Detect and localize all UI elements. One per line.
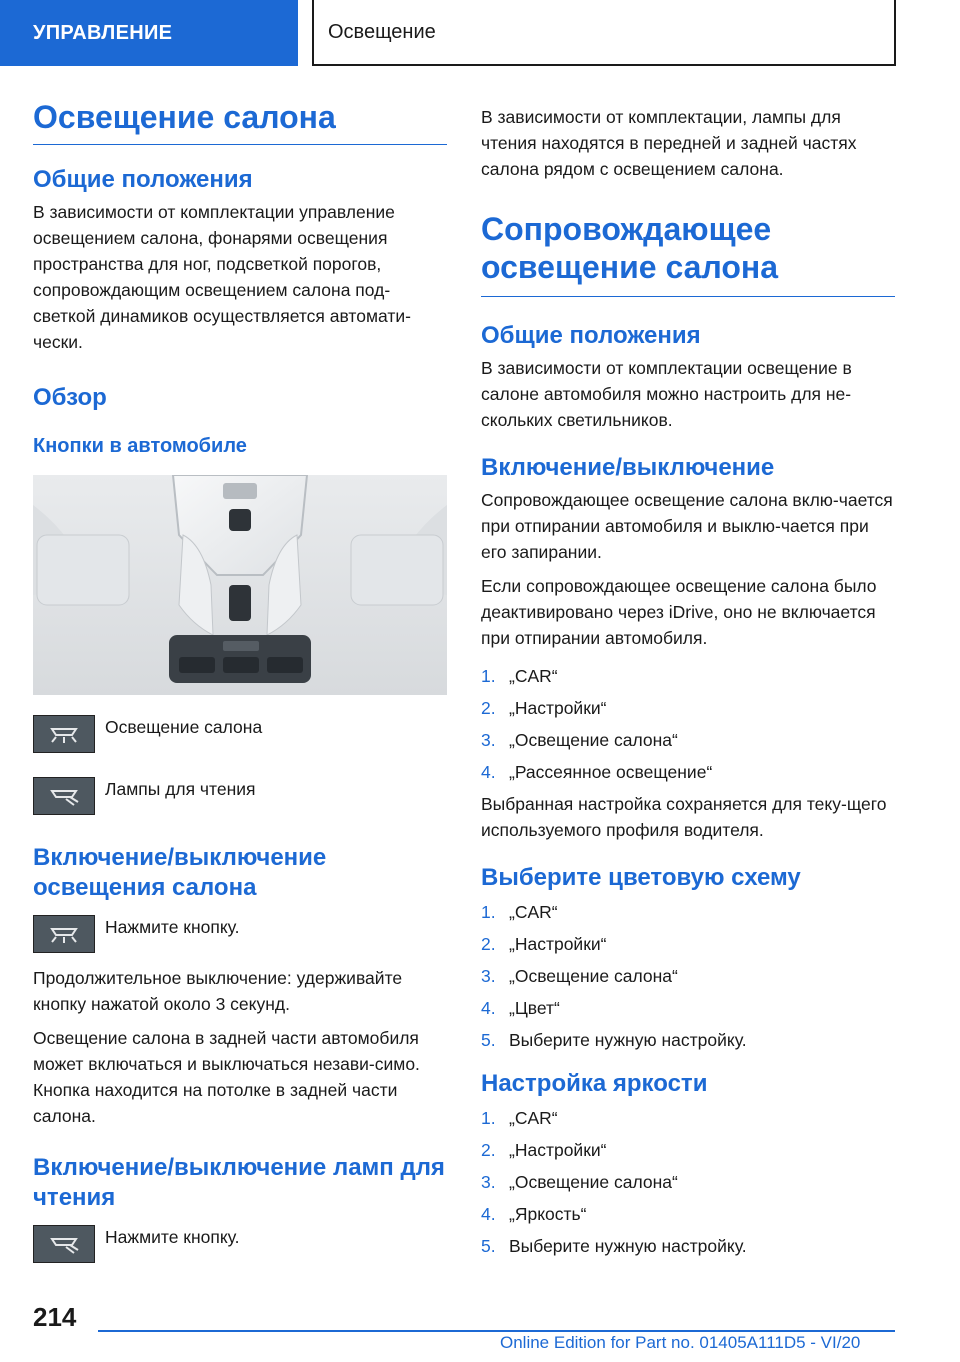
chapter-tab: УПРАВЛЕНИЕ bbox=[0, 0, 298, 66]
list-item: 5. Выберите нужную настройку. bbox=[481, 1236, 747, 1256]
footer-divider bbox=[98, 1330, 895, 1332]
steps-color bbox=[481, 899, 895, 1053]
icon-row-interior-light bbox=[33, 715, 447, 753]
list-item: 1. „CAR“ bbox=[481, 666, 558, 686]
brightness-heading: Настройка яркости bbox=[481, 1070, 708, 1097]
reading-action-row bbox=[33, 1225, 447, 1263]
steps-brightness bbox=[481, 1105, 895, 1259]
escort-onoff-p1: Сопровождающее освещение салона вклю-чается при отпирании автомобиля и выклю-чается при его запирании. bbox=[481, 490, 893, 562]
list-item: 2. „Настройки“ bbox=[481, 934, 607, 954]
onoff-action-row bbox=[33, 915, 447, 953]
escort-general-heading: Общие положения bbox=[481, 322, 701, 349]
list-item: 4. „Яркость“ bbox=[481, 1204, 587, 1224]
page-number: 214 bbox=[33, 1302, 77, 1332]
reading-light-icon bbox=[33, 777, 95, 815]
list-item: 1. „CAR“ bbox=[481, 902, 558, 922]
reading-action-text: Нажмите кнопку. bbox=[105, 1227, 240, 1247]
left-column bbox=[33, 98, 447, 1263]
reading-light-label: Лампы для чтения bbox=[105, 779, 256, 799]
list-item: 3. „Освещение салона“ bbox=[481, 966, 678, 986]
escort-onoff-p2: Если сопровождающее освещение салона было деактивировано через iDrive, оно не включается при отпирании автомобиля. bbox=[481, 576, 877, 648]
page-title: Освещение салона bbox=[33, 98, 447, 145]
buttons-heading: Кнопки в автомобиле bbox=[33, 435, 247, 457]
list-item: 1. „CAR“ bbox=[481, 1108, 558, 1128]
edition-link[interactable]: Online Edition for Part no. 01405A111D5 - VI/20 bbox=[500, 1333, 861, 1352]
interior-light-icon bbox=[33, 715, 95, 753]
steps1-note: Выбранная настройка сохраняется для теку-щего используемого профиля водителя. bbox=[481, 794, 887, 840]
interior-light-label: Освещение салона bbox=[105, 717, 263, 737]
reading-intro: В зависимости от комплектации, лампы для чтения находятся в передней и задней частях салона рядом с освещением салона. bbox=[481, 107, 857, 179]
icon-row-reading-light bbox=[33, 777, 447, 815]
color-heading: Выберите цветовую схему bbox=[481, 864, 801, 891]
list-item: 2. „Настройки“ bbox=[481, 1140, 607, 1160]
list-item: 2. „Настройки“ bbox=[481, 698, 607, 718]
interior-light-icon bbox=[33, 915, 95, 953]
list-item: 3. „Освещение салона“ bbox=[481, 1172, 678, 1192]
list-item: 4. „Цвет“ bbox=[481, 998, 560, 1018]
onoff-action-text: Нажмите кнопку. bbox=[105, 917, 240, 937]
list-item: 3. „Освещение салона“ bbox=[481, 730, 678, 750]
onoff-p2: Освещение салона в задней части автомобиля может включаться и выключаться незави-симо. Кнопка находится на потолке в задней части салона. bbox=[33, 1028, 420, 1126]
overview-heading: Обзор bbox=[33, 384, 107, 411]
reading-light-icon bbox=[33, 1225, 95, 1263]
list-item: 5. Выберите нужную настройку. bbox=[481, 1030, 747, 1050]
escort-general-text: В зависимости от комплектации освещение в салоне автомобиля можно настроить для не-скольких светильников. bbox=[481, 358, 852, 430]
escort-onoff-heading: Включение/выключение bbox=[481, 454, 775, 481]
onoff-heading: Включение/выключение освещения салона bbox=[33, 844, 327, 901]
reading-heading: Включение/выключение ламп для чтения bbox=[33, 1154, 445, 1211]
general-heading: Общие положения bbox=[33, 166, 253, 193]
steps-ambient bbox=[481, 663, 895, 785]
roof-console-photo bbox=[33, 475, 447, 695]
escort-title: Сопровождающее освещение салона bbox=[481, 210, 895, 297]
general-text: В зависимости от комплектации управление освещением салона, фонарями освещения пространства для ног, подсветкой порогов, сопровождающим освещением салона под-светкой динамиков осуществляется автомати-чески. bbox=[33, 202, 411, 352]
section-title: Освещение bbox=[312, 0, 896, 66]
list-item: 4. „Рассеянное освещение“ bbox=[481, 762, 713, 782]
onoff-p1: Продолжительное выключение: удерживайте кнопку нажатой около 3 секунд. bbox=[33, 968, 403, 1014]
right-column bbox=[481, 104, 895, 1265]
